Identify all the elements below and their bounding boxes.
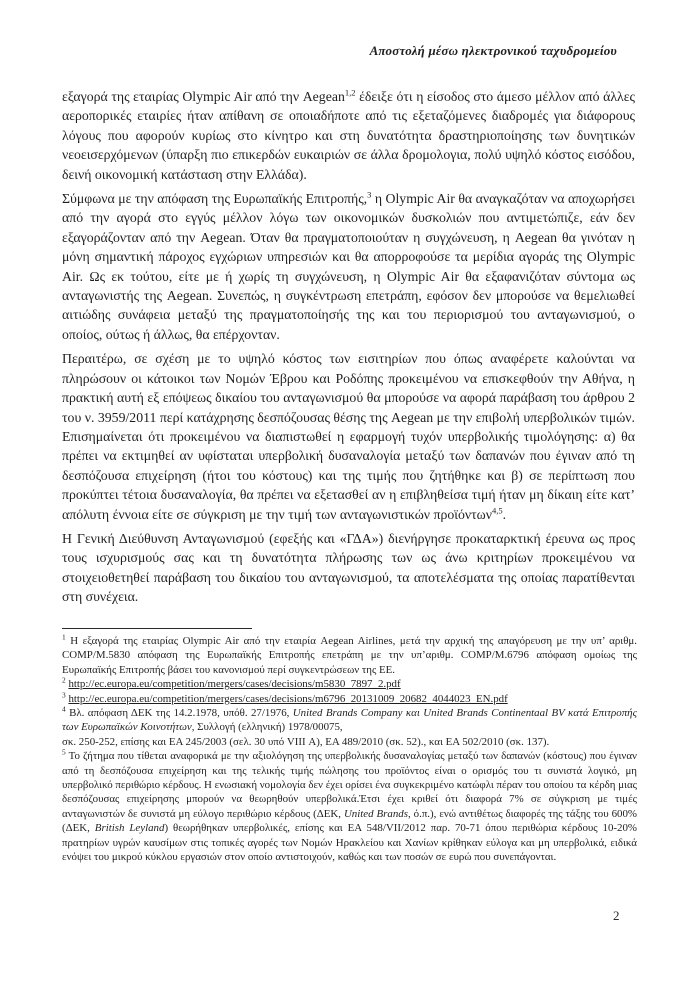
- footnote-ref-3: 3: [367, 189, 372, 200]
- footnote-text: σκ. 250-252, επίσης και ΕΑ 245/2003 (σελ. 30 υπό VIII Α), ΕΑ 489/2010 (σκ. 52)., και ΕΑ 502/2010 (σκ. 137).: [62, 735, 550, 748]
- footnote-1: [62, 634, 637, 677]
- footnote-text: Η εξαγορά της εταιρίας Olympic Air από την εταιρία Aegean Airlines, μετά την αρχική της απαγόρευση με την υπ’ αριθμ. COMP/M.5830 απόφαση της Ευρωπαϊκής Επιτροπής επετράπη με την υπ’αριθμ. COMP/M.6796 απόφαση ομοίως της Ευρωπαϊκής Επιτροπής βάσει του κανονισμού περί συγκεντρώσεων της ΕΕ.: [62, 635, 637, 676]
- document-body: [62, 87, 635, 612]
- paragraph-text: έδειξε ότι η είσοδος στο άμεσο μέλλον από άλλες αεροπορικές εταιρίες ήταν απίθανη σε οποιαδήποτε από τις εξεταζόμενες διαδρομές για διάφορους λόγους που αφορούν κυρίως στο κίνητρο και στη δυνατότητα δραστηριοποίησης των δυνητικών νεοεισερχόμενων (ύπαρξη πιο επικερδών ευκαιριών σε άλλα δρομολογια, πολύ υψηλό κόστος εισόδου, δεινή οικονομική κατάσταση στην Ελλάδα).: [62, 89, 635, 182]
- footnote-text: Βλ. απόφαση ΔΕΚ της 14.2.1978, υπόθ. 27/1976,: [69, 707, 293, 720]
- footnote-case-citation: United Brands Company και United Brands Continentaal BV κατά Επιτροπής των Ευρωπαϊκών Κοινοτήτων: [62, 707, 637, 734]
- footnote-marker: 3: [62, 690, 66, 699]
- footnote-url-link[interactable]: http://ec.europa.eu/competition/mergers/cases/decisions/m6796_20131009_20682_4044023_EN.pdf: [68, 692, 508, 705]
- paragraph-1: [62, 87, 635, 184]
- header-transmission-note: Αποστολή μέσω ηλεκτρονικού ταχυδρομείου: [369, 43, 617, 58]
- footnote-marker: 4: [62, 704, 66, 714]
- footnote-marker: 2: [62, 675, 66, 685]
- paragraph-3: [62, 349, 635, 524]
- footnote-text: ) θεωρήθηκαν υπερβολικές, επίσης και ΕΑ 548/VII/2012 παρ. 70-71 όπου περιθώρια κέρδους 10-20% πρατηρίων υγρών καυσίμων στις τοπικές αγορές των Νομών Ηρακλείου και Χανίων κρίθηκαν εύλογα και μη υπερβολικά, ειδικά ενόψει του μικρού κύκλου εργασιών στον οποίο αντιστοιχούν, καθώς και των ποσών σε ευρώ που συνεπάγονται.: [62, 822, 637, 864]
- paragraph-text: Περαιτέρω, σε σχέση με το υψηλό κόστος των εισιτηρίων που όπως αναφέρετε καλούνται να πληρώσουν οι κάτοικοι των Νομών Έβρου και Ροδόπης προκειμένου να επισκεφθούν την Αθήνα, η πρακτική αυτή εξ επόψεως δικαίου του ανταγωνισμού θα μπορούσε να αφορά παράβαση του άρθρου 2 του ν. 3959/2011 περί κατάχρησης δεσπόζουσας θέσης της Aegean με την επιβολή υπερβολικών τιμών. Επισημαίνεται ότι προκειμένου να διαπιστωθεί η εφαρμογή τυχόν υπερβολικής τιμολόγησης: α) θα πρέπει να εκτιμηθεί αν υφίσταται υπερβολική δυσαναλογία μεταξύ των δαπανών που έγιναν από τη δεσπόζουσα επιχείρηση (ήτοι του κόστους) και της τιμής που ζητήθηκε και β) σε περίπτωση που προκύπτει τέτοια δυσαναλογία, θα πρέπει να εξετασθεί αν η επιβληθείσα τιμή ήταν μη δίκαιη είτε κατ’ απόλυτη έννοια είτε σε σύγκριση με την τιμή των ανταγωνιστικών προϊόντων: [62, 351, 635, 522]
- footnote-marker: 1: [62, 632, 66, 642]
- paragraph-text: Η Γενική Διεύθυνση Ανταγωνισμού (εφεξής και «ΓΔΑ») διενήργησε προκαταρκτική έρευνα ως προς τους ισχυρισμούς σας και τη δυνατότητα πλήρωσης των ως άνω κριτηρίων προκειμένου να στοιχειοθετηθεί παράβαση του δικαίου του ανταγωνισμού, τα αποτελέσματα της οποίας παρατίθενται στη συνέχεια.: [62, 530, 635, 605]
- paragraph-text: .: [502, 506, 507, 522]
- footnotes-section: [62, 634, 637, 865]
- footnote-text: , Συλλογή (ελληνική) 1978/00075,: [191, 721, 343, 734]
- footnote-ref-1-2: 1,2: [344, 87, 356, 98]
- paragraph-text: εξαγορά της εταιρίας Olympic Air από την Aegean: [62, 89, 345, 104]
- footnote-4: [62, 706, 637, 749]
- footnote-url-link[interactable]: http://ec.europa.eu/competition/mergers/cases/decisions/m5830_7897_2.pdf: [68, 678, 401, 691]
- footnote-marker: 5: [62, 747, 66, 757]
- footnote-case-citation: United Brands: [343, 807, 408, 820]
- paragraph-2: [62, 189, 635, 344]
- footnote-text: Το ζήτημα που τίθεται αναφορικά με την αξιολόγηση της υπερβολικής δυσαναλογίας μεταξύ των δαπανών (κόστους) που έγιναν από τη δεσπόζουσα επιχείρηση και της τελικής τιμής πώλησης του προϊόντος είναι ο ορισμός του τι συνιστά λογικό, μη υπερβολικό περιθώριο κέρδους. Η ενωσιακή νομολογία δεν έχει ορίσει ένα συγκεκριμένο κατώφλι πέραν του οποίου τα κέρδη μιας δεσπόζουσας επιχείρησης μπορούν να θεωρηθούν υπερβολικά.Έτσι έχει κριθεί ότι διαφορά 7% σε σύγκριση με τιμές ανταγωνιστών δε συνιστά μη εύλογο περιθώριο κέρδους (ΔΕΚ,: [62, 750, 637, 820]
- footnote-ref-4-5: 4,5: [491, 504, 503, 515]
- footnote-text: , ό.π.), ενώ αντιθέτως διαφορές της τάξης του 600% (ΔΕΚ,: [62, 807, 637, 835]
- paragraph-4: [62, 529, 635, 607]
- page-number: 2: [613, 908, 620, 923]
- footnote-separator: [62, 628, 252, 629]
- paragraph-text: Σύμφωνα με την απόφαση της Ευρωπαϊκής Επιτροπής,: [62, 191, 368, 207]
- footnote-5: [62, 749, 637, 864]
- paragraph-text: η Olympic Air θα αναγκαζόταν να αποχωρήσει από την αγορά στο εγγύς μέλλον λόγω των οικονομικών δυσκολιών που αντιμετώπιζε, εάν δεν εξαγοράζονταν από την Aegean. Όταν θα πραγματοποιούταν η συγχώνευση, η Aegean θα γινόταν η μόνη σημαντική πάροχος εγχώριων υπηρεσιών και θα απορροφούσε τα μερίδια αγοράς της Olympic Air. Ως εκ τούτου, είτε με ή χωρίς τη συγχώνευση, η Olympic Air θα εξαφανιζόταν σύντομα ως ανταγωνιστής της Aegean. Συνεπώς, η συγκέντρωση επετράπη, εφόσον δεν μπορούσε να θεμελιωθεί αιτιώδης συνάφεια μεταξύ της πραγματοποίησής της και του περιορισμού του ανταγωνισμού, ο οποίος, ούτως ή άλλως, θα επέρχονταν.: [62, 191, 635, 342]
- footnote-3: [62, 692, 637, 706]
- footnote-2: [62, 677, 637, 691]
- footnote-case-citation: British Leyland: [94, 822, 165, 835]
